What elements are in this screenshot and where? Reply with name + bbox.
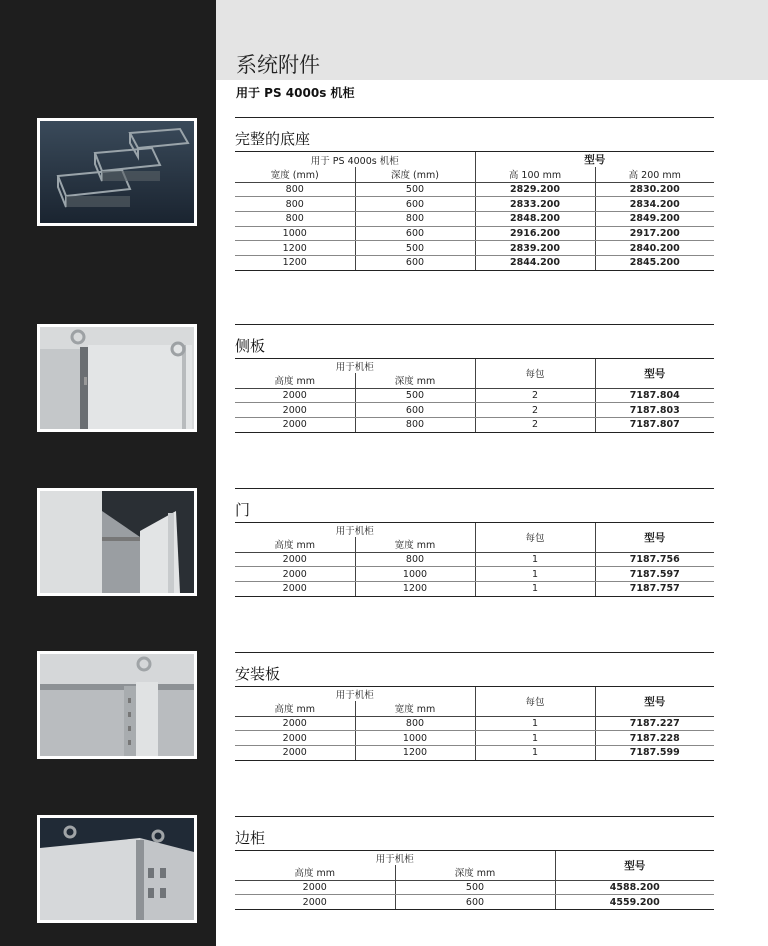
table-cell: 500 — [395, 880, 555, 895]
pack-header: 每包 — [475, 687, 595, 717]
table-cell: 7187.807 — [595, 417, 714, 432]
table-cell: 7187.756 — [595, 552, 714, 567]
table-cell: 7187.599 — [595, 745, 714, 760]
table-cell: 800 — [355, 716, 475, 731]
side-panel-product-photo — [37, 324, 197, 432]
group-header: 用于机柜 — [235, 851, 555, 866]
table-cell: 1200 — [235, 255, 355, 270]
table-row — [235, 241, 714, 256]
table-row — [235, 388, 714, 403]
table-cell: 4588.200 — [555, 880, 714, 895]
table-cell: 1200 — [355, 581, 475, 596]
table-row — [235, 895, 714, 910]
group-header: 用于机柜 — [235, 523, 475, 538]
table-cell: 800 — [235, 197, 355, 212]
table-row — [235, 552, 714, 567]
table-cell: 2849.200 — [595, 211, 714, 226]
model-header: 型号 — [555, 851, 714, 881]
side-cabinet-product-photo — [37, 815, 197, 923]
section-title: 完整的底座 — [235, 130, 311, 148]
table-cell: 2000 — [235, 403, 355, 418]
table-cell: 2829.200 — [475, 182, 595, 197]
table-row — [235, 880, 714, 895]
table-cell: 800 — [235, 211, 355, 226]
group-header: 用于机柜 — [235, 687, 475, 702]
table-cell: 7187.597 — [595, 567, 714, 582]
table-cell: 2000 — [235, 567, 355, 582]
table-cell: 4559.200 — [555, 895, 714, 910]
base-product-photo — [37, 118, 197, 226]
table-cell: 600 — [355, 197, 475, 212]
table-cell: 2000 — [235, 745, 355, 760]
column-header: 高 200 mm — [595, 167, 714, 182]
table-cell: 2 — [475, 388, 595, 403]
table-cell: 1 — [475, 716, 595, 731]
table-cell: 800 — [355, 552, 475, 567]
table-cell: 600 — [355, 226, 475, 241]
table-cell: 1000 — [355, 567, 475, 582]
table-cell: 1000 — [235, 226, 355, 241]
door-product-photo — [37, 488, 197, 596]
section-title: 安装板 — [235, 665, 281, 683]
table-cell: 1 — [475, 567, 595, 582]
section-door — [235, 488, 714, 597]
pack-header: 每包 — [475, 359, 595, 389]
door-spec-table — [235, 522, 714, 597]
table-cell: 500 — [355, 241, 475, 256]
table-row — [235, 731, 714, 746]
group-header: 用于 PS 4000s 机柜 — [235, 152, 475, 168]
column-header: 高度 mm — [235, 865, 395, 880]
column-header: 深度 mm — [355, 373, 475, 388]
column-header: 宽度 mm — [355, 701, 475, 716]
table-cell: 800 — [235, 182, 355, 197]
table-row — [235, 567, 714, 582]
table-cell: 2848.200 — [475, 211, 595, 226]
table-cell: 2845.200 — [595, 255, 714, 270]
table-cell: 2 — [475, 403, 595, 418]
model-header: 型号 — [475, 152, 714, 168]
table-row — [235, 716, 714, 731]
table-row — [235, 403, 714, 418]
table-cell: 2000 — [235, 880, 395, 895]
table-cell: 7187.228 — [595, 731, 714, 746]
table-row — [235, 226, 714, 241]
section-title: 侧板 — [235, 337, 266, 355]
page-title: 系统附件 — [236, 53, 320, 77]
side-cabinet-spec-table — [235, 850, 714, 910]
table-cell: 2000 — [235, 731, 355, 746]
column-header: 深度 (mm) — [355, 167, 475, 182]
pack-header: 每包 — [475, 523, 595, 553]
table-cell: 1 — [475, 745, 595, 760]
table-cell: 500 — [355, 182, 475, 197]
mounting-plate-spec-table — [235, 686, 714, 761]
table-cell: 7187.757 — [595, 581, 714, 596]
table-cell: 2000 — [235, 716, 355, 731]
table-row — [235, 211, 714, 226]
column-header: 高度 mm — [235, 701, 355, 716]
table-cell: 7187.803 — [595, 403, 714, 418]
section-title: 门 — [235, 501, 251, 519]
model-header: 型号 — [595, 687, 714, 717]
table-cell: 600 — [395, 895, 555, 910]
table-cell: 500 — [355, 388, 475, 403]
table-row — [235, 197, 714, 212]
page-subtitle: 用于 PS 4000s 机柜 — [236, 86, 355, 100]
column-header: 宽度 (mm) — [235, 167, 355, 182]
mounting-plate-product-photo — [37, 651, 197, 759]
table-cell: 7187.804 — [595, 388, 714, 403]
section-base — [235, 117, 714, 271]
group-header: 用于机柜 — [235, 359, 475, 374]
table-cell: 2833.200 — [475, 197, 595, 212]
table-cell: 1 — [475, 581, 595, 596]
table-row — [235, 745, 714, 760]
section-side-panel — [235, 324, 714, 433]
table-cell: 2840.200 — [595, 241, 714, 256]
section-mounting-plate — [235, 652, 714, 761]
column-header: 高度 mm — [235, 373, 355, 388]
table-cell: 2000 — [235, 581, 355, 596]
table-cell: 2000 — [235, 895, 395, 910]
table-cell: 2 — [475, 417, 595, 432]
table-row — [235, 255, 714, 270]
table-cell: 2000 — [235, 417, 355, 432]
model-header: 型号 — [595, 523, 714, 553]
table-cell: 2830.200 — [595, 182, 714, 197]
table-row — [235, 581, 714, 596]
table-cell: 2834.200 — [595, 197, 714, 212]
section-title: 边柜 — [235, 829, 266, 847]
table-row — [235, 182, 714, 197]
side-panel-spec-table — [235, 358, 714, 433]
table-cell: 1200 — [355, 745, 475, 760]
column-header: 深度 mm — [395, 865, 555, 880]
table-cell: 2917.200 — [595, 226, 714, 241]
table-cell: 800 — [355, 211, 475, 226]
column-header: 宽度 mm — [355, 537, 475, 552]
table-cell: 2000 — [235, 552, 355, 567]
table-cell: 1 — [475, 731, 595, 746]
table-cell: 600 — [355, 255, 475, 270]
table-cell: 800 — [355, 417, 475, 432]
column-header: 高度 mm — [235, 537, 355, 552]
base-spec-table — [235, 151, 714, 271]
table-cell: 2844.200 — [475, 255, 595, 270]
section-side-cabinet — [235, 816, 714, 910]
table-cell: 7187.227 — [595, 716, 714, 731]
table-cell: 600 — [355, 403, 475, 418]
table-cell: 2916.200 — [475, 226, 595, 241]
table-row — [235, 417, 714, 432]
table-cell: 1000 — [355, 731, 475, 746]
column-header: 高 100 mm — [475, 167, 595, 182]
model-header: 型号 — [595, 359, 714, 389]
table-cell: 2839.200 — [475, 241, 595, 256]
table-cell: 2000 — [235, 388, 355, 403]
table-cell: 1200 — [235, 241, 355, 256]
table-cell: 1 — [475, 552, 595, 567]
